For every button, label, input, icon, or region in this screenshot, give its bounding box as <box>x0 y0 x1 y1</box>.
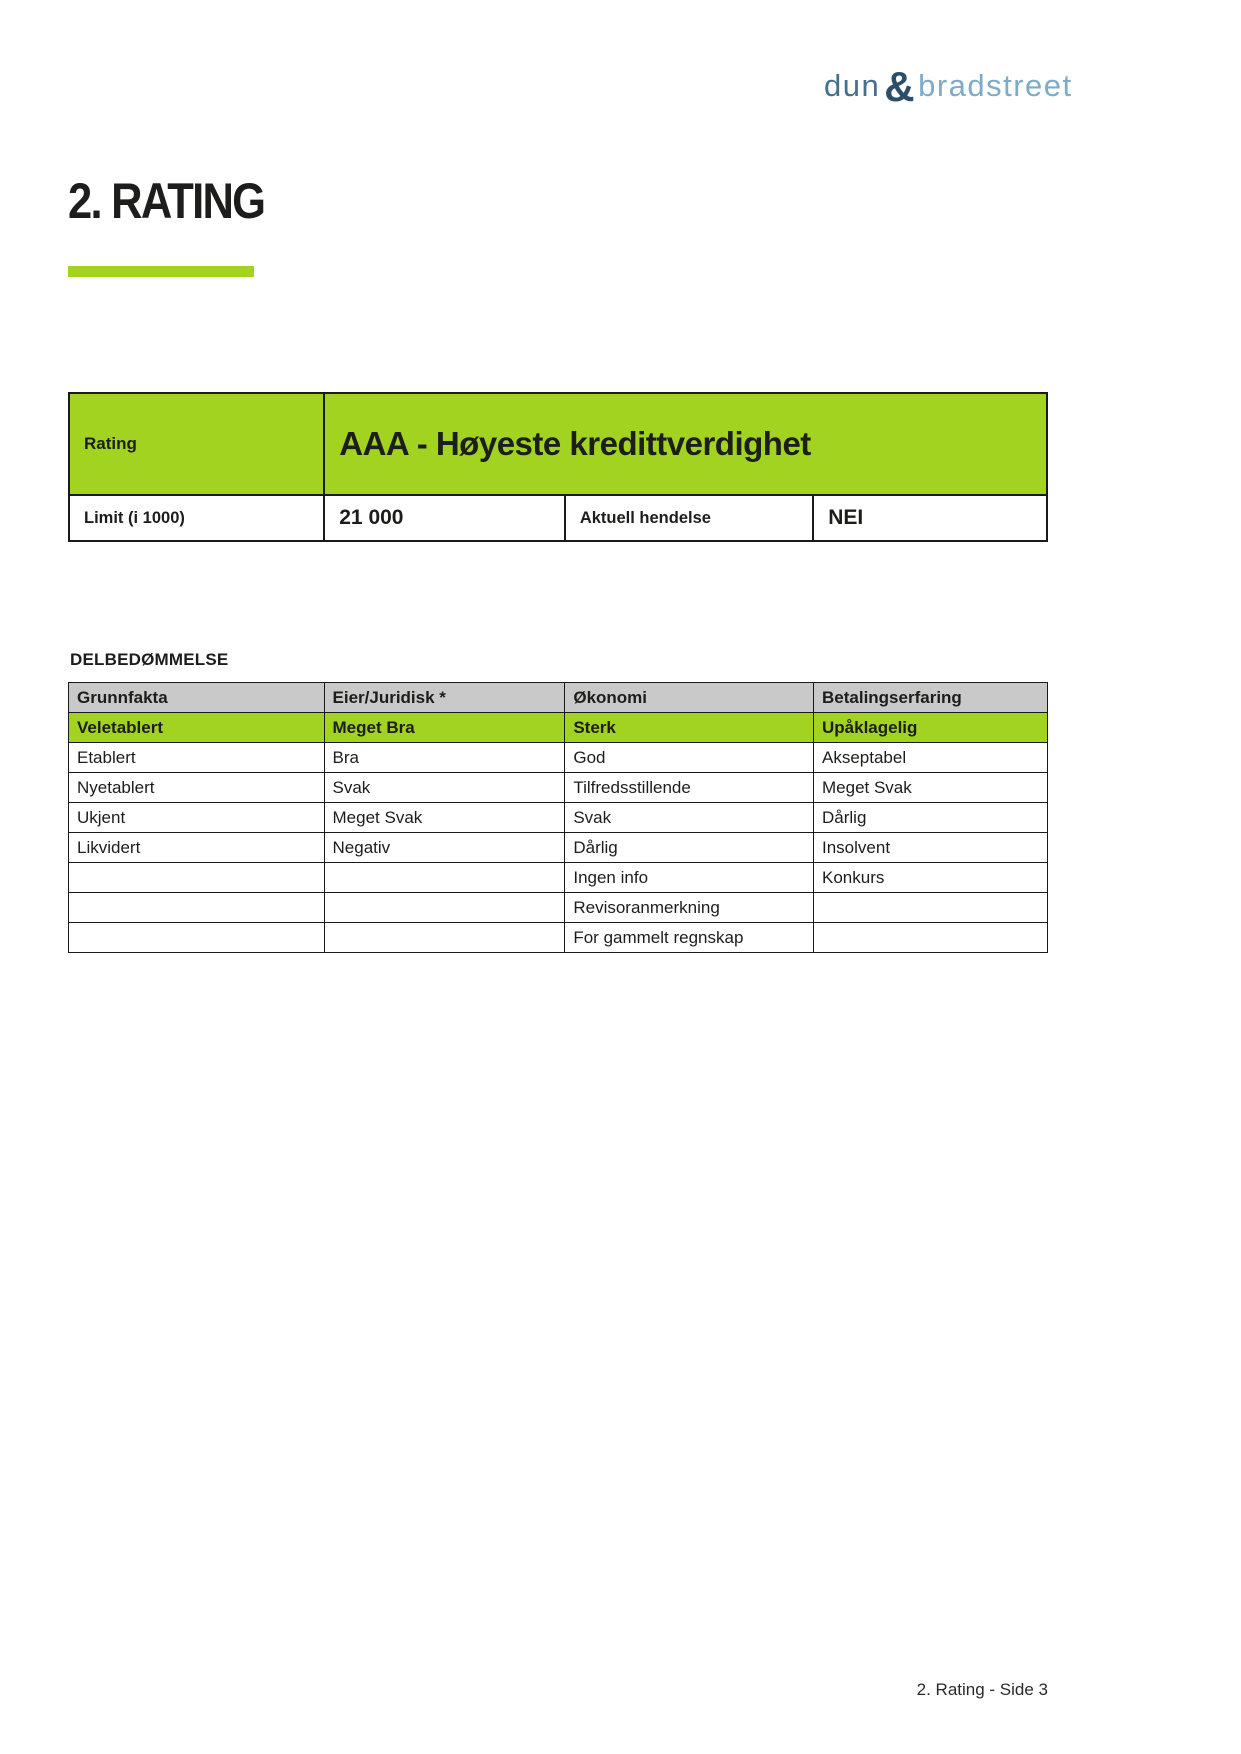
table-header-row <box>69 683 1048 713</box>
page-footer: 2. Rating - Side 3 <box>916 1680 1048 1699</box>
table-row <box>69 743 1048 773</box>
selected-cell: Upåklagelig <box>814 713 1048 743</box>
dnb-logo <box>824 63 1073 110</box>
delbedommelse-table <box>68 682 1048 953</box>
table-cell: Insolvent <box>814 833 1048 863</box>
table-cell: Konkurs <box>814 863 1048 893</box>
selected-cell: Meget Bra <box>324 713 565 743</box>
table-cell: Dårlig <box>565 833 814 863</box>
table-cell: Negativ <box>324 833 565 863</box>
column-header-grunnfakta: Grunnfakta <box>69 683 325 713</box>
heading-underline-bar <box>68 266 254 277</box>
table-cell: Akseptabel <box>814 743 1048 773</box>
selected-assessment-row <box>69 713 1048 743</box>
table-cell: Meget Svak <box>324 803 565 833</box>
table-cell: Likvidert <box>69 833 325 863</box>
selected-cell: Veletablert <box>69 713 325 743</box>
table-cell: Tilfredsstillende <box>565 773 814 803</box>
limit-value: 21 000 <box>324 495 565 541</box>
current-event-value: NEI <box>813 495 1047 541</box>
limit-row <box>69 495 1047 541</box>
page-title: 2. RATING <box>68 173 265 229</box>
table-cell: Ingen info <box>565 863 814 893</box>
current-event-label: Aktuell hendelse <box>565 495 813 541</box>
column-header-okonomi: Økonomi <box>565 683 814 713</box>
table-row <box>69 893 1048 923</box>
table-cell: For gammelt regnskap <box>565 923 814 953</box>
limit-label: Limit (i 1000) <box>69 495 324 541</box>
table-cell <box>69 893 325 923</box>
rating-banner-table <box>68 392 1048 542</box>
logo-text-dun: dun <box>824 68 881 103</box>
column-header-eier-juridisk: Eier/Juridisk * <box>324 683 565 713</box>
selected-cell: Sterk <box>565 713 814 743</box>
table-row <box>69 923 1048 953</box>
table-row <box>69 833 1048 863</box>
column-header-betalingserfaring: Betalingserfaring <box>814 683 1048 713</box>
table-cell <box>814 923 1048 953</box>
table-cell: Ukjent <box>69 803 325 833</box>
rating-row <box>69 393 1047 495</box>
table-cell: Svak <box>565 803 814 833</box>
table-cell: God <box>565 743 814 773</box>
table-cell <box>69 923 325 953</box>
table-row <box>69 803 1048 833</box>
table-cell <box>324 893 565 923</box>
logo-text-bradstreet: bradstreet <box>918 68 1073 103</box>
table-cell <box>69 863 325 893</box>
rating-label: Rating <box>69 393 324 495</box>
table-cell: Nyetablert <box>69 773 325 803</box>
logo-ampersand-icon: & <box>884 63 917 110</box>
table-cell <box>324 923 565 953</box>
delbedommelse-section-title: DELBEDØMMELSE <box>70 650 229 669</box>
table-cell <box>814 893 1048 923</box>
table-row <box>69 773 1048 803</box>
table-cell: Meget Svak <box>814 773 1048 803</box>
table-cell: Svak <box>324 773 565 803</box>
table-cell: Etablert <box>69 743 325 773</box>
table-cell: Revisoranmerkning <box>565 893 814 923</box>
table-cell <box>324 863 565 893</box>
table-cell: Bra <box>324 743 565 773</box>
table-cell: Dårlig <box>814 803 1048 833</box>
rating-value: AAA - Høyeste kredittverdighet <box>324 393 1047 495</box>
table-row <box>69 863 1048 893</box>
